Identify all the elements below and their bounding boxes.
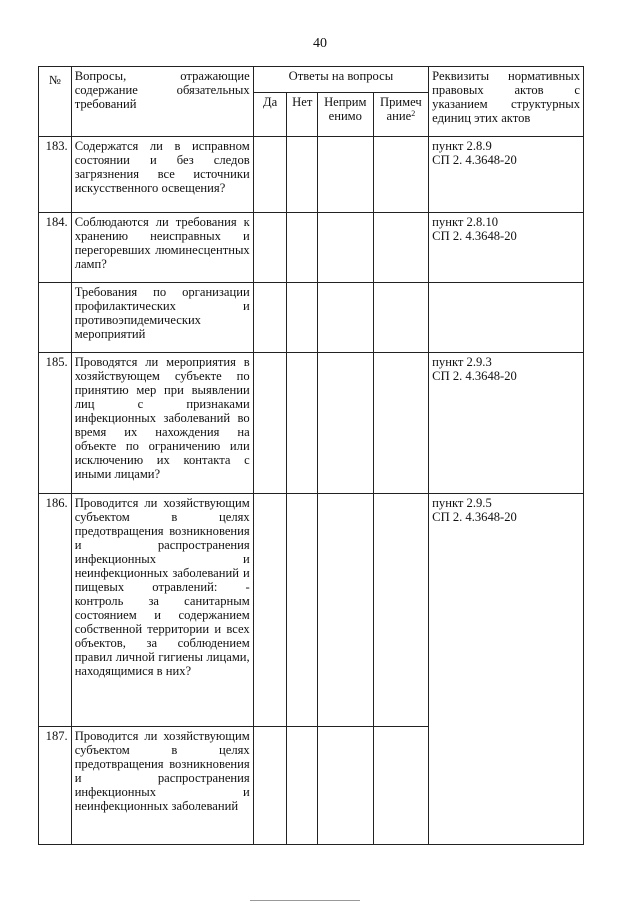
answer-note-cell[interactable]: [373, 353, 429, 494]
answer-note-cell[interactable]: [373, 727, 429, 845]
answer-not-applicable-cell[interactable]: [318, 353, 374, 494]
row-number: 185.: [39, 353, 72, 494]
answer-no-cell[interactable]: [287, 494, 318, 727]
answer-no-cell[interactable]: [287, 137, 318, 213]
answer-yes-cell[interactable]: [253, 494, 287, 727]
table-row: [39, 137, 584, 213]
section-row: [39, 283, 584, 353]
requisite-act: СП 2. 4.3648-20: [432, 229, 517, 243]
header-answers: Ответы на вопросы: [253, 67, 428, 93]
answer-note-cell[interactable]: [373, 137, 429, 213]
header-note-footnote: 2: [411, 109, 416, 118]
row-question: Проводятся ли мероприятия в хозяйствующем субъекте по принятию мер при выявлении лиц с признаками инфекционных заболеваний во время их нахождения на объекте по ограничению или исключению их контакта с иными лицами?: [71, 353, 253, 494]
row-requisites: [429, 213, 584, 283]
answer-yes-cell[interactable]: [253, 137, 287, 213]
row-number: 186.: [39, 494, 72, 727]
header-yes: Да: [253, 93, 287, 137]
requisite-act: СП 2. 4.3648-20: [432, 369, 517, 383]
answer-note-cell[interactable]: [373, 213, 429, 283]
requisite-act: СП 2. 4.3648-20: [432, 510, 517, 524]
answer-no-cell[interactable]: [287, 213, 318, 283]
header-note-label: Примеч ание: [380, 95, 422, 123]
row-number: 183.: [39, 137, 72, 213]
row-question: Проводится ли хозяйствующим субъектом в целях предотвращения возникновения и распространения инфекционных и неинфекционных заболеваний: [71, 727, 253, 845]
header-num: №: [39, 67, 72, 137]
requisite-point: пункт 2.9.3: [432, 355, 492, 369]
row-number: [39, 283, 72, 353]
row-requisites: [429, 137, 584, 213]
answer-no-cell[interactable]: [287, 353, 318, 494]
row-number: 184.: [39, 213, 72, 283]
table-row: [39, 353, 584, 494]
header-questions: Вопросы, отражающие содержание обязательных требований: [71, 67, 253, 137]
answer-note-cell[interactable]: [373, 494, 429, 727]
header-not-applicable: Неприм енимо: [318, 93, 374, 137]
bottom-divider: [250, 900, 360, 901]
answer-not-applicable-cell[interactable]: [318, 137, 374, 213]
requisite-point: пункт 2.8.9: [432, 139, 492, 153]
requisite-point: пункт 2.9.5: [432, 496, 492, 510]
row-requisites: [429, 353, 584, 494]
answer-no-cell[interactable]: [287, 727, 318, 845]
checklist-table: [38, 66, 584, 845]
row-question: Соблюдаются ли требования к хранению неисправных и перегоревших люминесцентных ламп?: [71, 213, 253, 283]
answer-yes-cell[interactable]: [253, 213, 287, 283]
table-header-row: [39, 67, 584, 93]
row-requisites: [429, 494, 584, 845]
table-row: [39, 494, 584, 727]
header-requisites: Реквизиты нормативных правовых актов с указанием структурных единиц этих актов: [429, 67, 584, 137]
row-question: Содержатся ли в исправном состоянии и без следов загрязнения все источники искусственного освещения?: [71, 137, 253, 213]
requisite-act: СП 2. 4.3648-20: [432, 153, 517, 167]
answer-note-cell: [373, 283, 429, 353]
answer-yes-cell: [253, 283, 287, 353]
header-no: Нет: [287, 93, 318, 137]
section-title: Требования по организации профилактических и противоэпидемических мероприятий: [71, 283, 253, 353]
table-row: [39, 213, 584, 283]
answer-not-applicable-cell[interactable]: [318, 213, 374, 283]
requisite-point: пункт 2.8.10: [432, 215, 499, 229]
answer-not-applicable-cell[interactable]: [318, 727, 374, 845]
answer-not-applicable-cell: [318, 283, 374, 353]
row-question: Проводится ли хозяйствующим субъектом в целях предотвращения возникновения и распространения инфекционных и неинфекционных заболеваний и пищевых отравлений: - контроль за санитарным состоянием и содержанием собственной территории и всех объектов, за соблюдением правил личной гигиены лицами, находящимися в них?: [71, 494, 253, 727]
answer-no-cell: [287, 283, 318, 353]
answer-yes-cell[interactable]: [253, 353, 287, 494]
header-note: [373, 93, 429, 137]
answer-not-applicable-cell[interactable]: [318, 494, 374, 727]
row-number: 187.: [39, 727, 72, 845]
page-number: 40: [313, 36, 327, 51]
answer-yes-cell[interactable]: [253, 727, 287, 845]
row-requisites: [429, 283, 584, 353]
